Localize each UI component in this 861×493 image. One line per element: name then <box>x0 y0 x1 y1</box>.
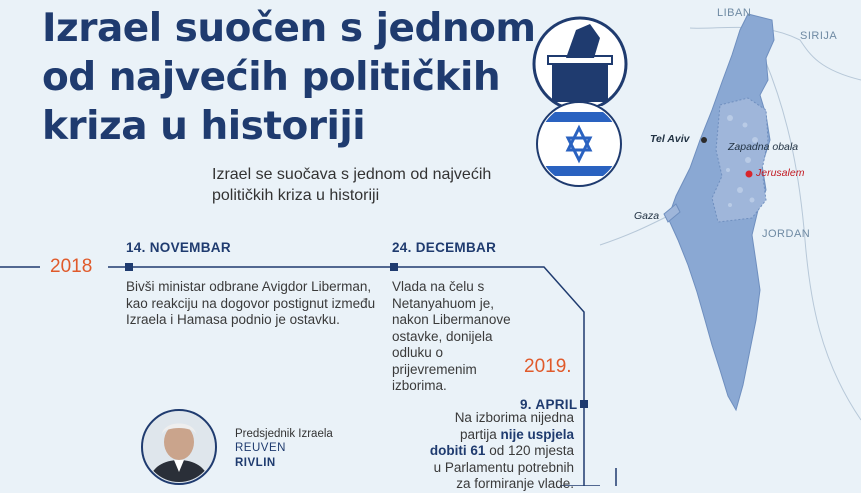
event-text-april <box>424 410 574 493</box>
event-text-april-after: od 120 mjesta u Parlamentu potrebnih za formiranje vlade. <box>433 443 574 491</box>
page-title: Izrael suočen s jednom od najvećih političkih kriza u historiji <box>42 6 536 149</box>
event-date-december: 24. DECEMBAR <box>392 240 497 255</box>
map-label-gaza: Gaza <box>634 210 660 222</box>
map-label-lebanon: LIBAN <box>717 7 752 19</box>
timeline-marker-nov <box>125 263 133 271</box>
event-date-april: 9. APRIL <box>520 397 578 412</box>
map-label-jordan: JORDAN <box>762 228 811 240</box>
event-text-april-highlight: nije uspjela dobiti 61 <box>429 426 574 458</box>
event-date-november: 14. NOVEMBAR <box>126 240 231 255</box>
timeline-marker-apr <box>580 400 588 408</box>
rivlin-caption: Predsjednik Izraela <box>235 428 333 440</box>
event-text-november: Bivši ministar odbrane Avigdor Liberman, kao reakciju na dogovor postignut između Izraela i Hamasa podnio je ostavku. <box>126 279 376 327</box>
event-text-april-before: Na izborima nijedna partija <box>454 410 574 442</box>
rivlin-first-name: REUVEN <box>235 442 286 454</box>
year-2019: 2019. <box>524 356 572 377</box>
map-label-jerusalem: Jerusalem <box>756 167 805 179</box>
timeline-marker-dec <box>390 263 398 271</box>
event-text-december: Vlada na čelu s Netanyahuom je, nakon Libermanove ostavke, donijela odluku o prijevremenim izborima. <box>392 279 511 393</box>
year-2018: 2018 <box>50 256 93 277</box>
rivlin-last-name: RIVLIN <box>235 457 276 469</box>
map-label-tel-aviv: Tel Aviv <box>650 133 690 145</box>
page-subtitle: Izrael se suočava s jednom od najvećih političkih kriza u historiji <box>212 166 492 204</box>
map-label-syria: SIRIJA <box>800 30 838 42</box>
map-label-west-bank: Zapadna obala <box>728 141 799 153</box>
rivlin-portrait <box>140 408 218 486</box>
